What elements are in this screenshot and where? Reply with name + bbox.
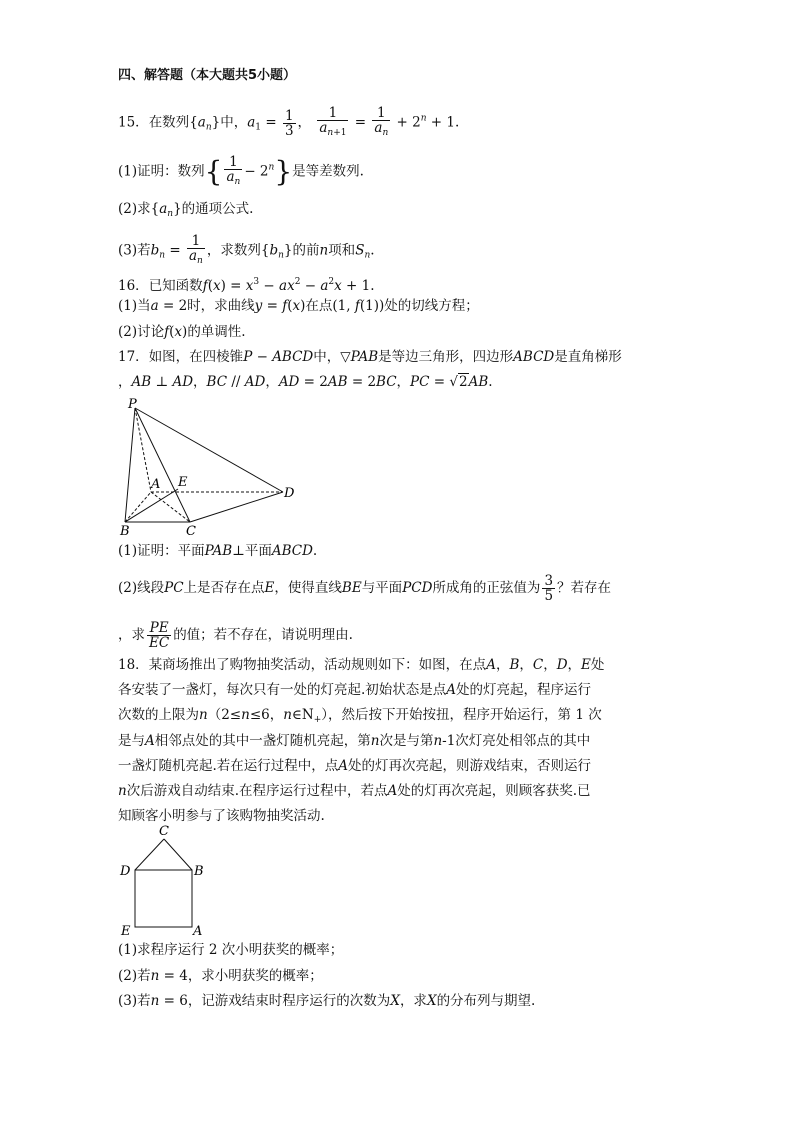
q18-line3-a: 次数的上限为	[118, 707, 199, 723]
q17-p2-h: 的值；若不存在，请说明理由.	[173, 627, 353, 643]
fraction: $\frac{1}{a_n}$	[226, 154, 241, 187]
q18-p2-b: ，求小明获奖的概率；	[187, 968, 323, 984]
q18-line4-c: 次是与第	[379, 733, 434, 749]
q16-p1-a: (1)当	[118, 298, 151, 314]
q16-p2: (2)讨论	[118, 324, 165, 340]
edge-cd	[190, 492, 283, 522]
edge-pc	[135, 408, 190, 522]
q17-p1-end: ⊥平面	[232, 543, 272, 559]
segment-be	[125, 489, 178, 522]
q16-stem: 16．已知函数$f(x) = x^3 - ax^2 - a^2x + 1$.	[118, 277, 375, 294]
label-a: A	[193, 924, 203, 939]
q17-part2-cont	[118, 621, 353, 650]
q18-line4: 是与A相邻点处的其中一盏灯随机亮起，第n次是与第n-1次灯亮处相邻点的其中	[118, 733, 591, 749]
q15-stem-c: ，	[297, 114, 312, 131]
q16-part1: (1)当a = 2时，求曲线y = f(x)在点(1, f(1))处的切线方程；	[118, 298, 479, 314]
section-title: 四、解答题（本大题共5小题）	[118, 68, 297, 83]
q16-part2: (2)讨论f(x)的单调性.	[118, 324, 246, 340]
q15-stem: 15．在数列$\{a_n\}$中，$a_1$ = $\frac{1}{3}$ ， $\frac{1}{a_{n+1}}$ = $\frac{1}{a_n}$ + $2^n + 1$.	[118, 105, 460, 139]
label-b: B	[120, 524, 130, 539]
q18-line3-b: ，然后按下开始按扭，程序开始运行，第 1 次	[328, 707, 602, 723]
q18-line1-b: 处	[590, 657, 605, 673]
edge-ac-hidden	[151, 492, 190, 522]
q18-p3-d: 的分布列与期望.	[436, 993, 536, 1009]
q18-line1-text: 某商场推出了购物抽奖活动，活动规则如下：如图，在点	[148, 657, 487, 673]
label-p: P	[128, 397, 137, 412]
q17-stem-d: 是直角梯形	[554, 349, 622, 365]
label-e: E	[121, 924, 131, 939]
q15-stem-a: 在数列	[148, 114, 190, 131]
q18-number: 18．	[118, 657, 149, 673]
q18-p2-a: (2)若	[118, 968, 151, 984]
q16-p1-c: 在点	[305, 298, 333, 314]
q15-part2: (2)求$\{a_n\}$的通项公式.	[118, 201, 254, 219]
q15-part3: (3)若$b_n$ = $\frac{1}{a_n}$ ，求数列$\{b_n\}$的前n项和$S_n$.	[118, 233, 375, 266]
q17-stem-b: 中，	[313, 349, 341, 365]
q17-p2-e: 所成角的正弦值为	[432, 580, 541, 596]
fraction: $\frac{PE}{EC}$	[149, 620, 170, 651]
q18-line2: 各安装了一盏灯，每次只有一处的灯亮起.初始状态是点A处的灯亮起，程序运行	[118, 682, 592, 698]
label-d: D	[284, 486, 295, 501]
q15-p3-label: (3)若	[118, 242, 151, 259]
q16-number: 16．	[118, 278, 149, 294]
q15-p2: (2)求	[118, 201, 151, 217]
fraction: $\frac{1}{3}$	[284, 107, 294, 139]
q15-p1-label: (1)证明：数列	[118, 163, 205, 180]
q15-number: 15．	[118, 114, 149, 131]
q17-p1: (1)证明：平面	[118, 543, 205, 559]
q17-stem-line1: 17．如图，在四棱锥P − ABCD中，▽PAB是等边三角形，四边形ABCD是直角梯形	[118, 349, 622, 365]
q17-p2-b: 上是否存在点	[183, 580, 265, 596]
q17-part1: (1)证明：平面PAB⊥平面ABCD.	[118, 543, 318, 559]
edge-pb	[125, 408, 135, 522]
square-dbae	[135, 870, 192, 927]
q18-line6: n次后游戏自动结束.在程序运行过程中，若点A处的灯再次亮起，则顾客获奖.已	[118, 783, 591, 799]
q17-p2-c: ，使得直线	[274, 580, 342, 596]
q15-p2-end: 的通项公式.	[181, 201, 254, 217]
q15-part1: (1)证明：数列{ $\frac{1}{a_n}$ − $2^n$}是等差数列.	[118, 154, 364, 188]
label-e: E	[178, 475, 188, 490]
label-a: A	[151, 477, 161, 492]
q18-line5: 一盏灯随机亮起.若在运行过程中，点A处的灯再次亮起，则游戏结束，否则运行	[118, 758, 592, 774]
q18-p3-b: ，记游戏结束时程序运行的次数为	[187, 993, 391, 1009]
q17-part2: (2)线段PC上是否存在点E，使得直线BE与平面PCD所成角的正弦值为 $\frac{3}{5}$ ？若存在	[118, 573, 612, 604]
q17-p2-g: ，求	[118, 627, 145, 643]
q15-p3-end2: 项和	[328, 242, 356, 259]
house-figure	[115, 822, 215, 940]
label-b: B	[194, 864, 204, 879]
label-d: D	[120, 864, 131, 879]
q15-p1-end: 是等差数列.	[292, 163, 364, 180]
q18-line6-b: 处的灯再次亮起，则顾客获奖.已	[397, 783, 591, 799]
q18-p3-a: (3)若	[118, 993, 151, 1009]
q15-stem-b: 中，	[220, 114, 248, 131]
q18-line4-b: 相邻点处的其中一盏灯随机亮起，第	[154, 733, 371, 749]
edge-cb	[164, 839, 192, 870]
q16-p2-end: 的单调性.	[187, 324, 246, 340]
pyramid-figure	[115, 396, 300, 541]
q18-p3-c: ，求	[399, 993, 427, 1009]
fraction: $\frac{1}{a_{n+1}}$	[319, 105, 347, 138]
q17-p2-f: ？若存在	[557, 580, 612, 596]
q15-p3-end: 的前	[292, 242, 320, 259]
fraction: $\frac{1}{a_n}$	[374, 105, 389, 138]
q18-line5-a: 一盏灯随机亮起.若在运行过程中，点	[118, 758, 339, 774]
q17-stem-a: 如图，在四棱锥	[148, 349, 244, 365]
q18-line2-b: 处的灯亮起，程序运行	[456, 682, 592, 698]
q18-part1: (1)求程序运行 2 次小明获奖的概率；	[118, 942, 344, 958]
q18-part2: (2)若n = 4，求小明获奖的概率；	[118, 968, 323, 984]
q18-line2-text: 各安装了一盏灯，每次只有一处的灯亮起.初始状态是点	[118, 682, 447, 698]
fraction: $\frac{1}{a_n}$	[188, 233, 203, 266]
q17-number: 17．	[118, 349, 149, 365]
q18-line3: 次数的上限为n（2≤n≤6，$n\in N_+$），然后按下开始按扭，程序开始运行，第 1 次	[118, 707, 602, 725]
q18-line5-b: 处的灯再次亮起，则游戏结束，否则运行	[348, 758, 592, 774]
q17-p2-a: (2)线段	[118, 580, 165, 596]
q17-p2-d: 与平面	[361, 580, 403, 596]
q17-stem-c: 是等边三角形，四边形	[378, 349, 514, 365]
q18-part3: (3)若n = 6，记游戏结束时程序运行的次数为X，求X的分布列与期望.	[118, 993, 536, 1009]
edge-cd	[135, 839, 164, 870]
q18-line1: 18．某商场推出了购物抽奖活动，活动规则如下：如图，在点A，B，C，D，E处	[118, 657, 605, 673]
q17-stem-line2: ，AB ⊥ AD，BC // AD，AD = 2AB = 2BC，PC = √2AB.	[118, 374, 493, 390]
edge-pa-hidden	[135, 408, 151, 492]
q18-line7: 知顾客小明参与了该购物抽奖活动.	[118, 808, 325, 824]
q18-line4-d: -1次灯亮处相邻点的其中	[442, 733, 591, 749]
label-c: C	[186, 524, 196, 539]
q16-stem-text: 已知函数	[148, 278, 203, 294]
edge-ab-hidden	[125, 492, 151, 522]
q18-line6-a: 次后游戏自动结束.在程序运行过程中，若点	[126, 783, 388, 799]
label-c: C	[159, 824, 169, 839]
q15-p3-mid: ，求数列	[206, 242, 261, 259]
q16-p1-d: 处的切线方程；	[384, 298, 479, 314]
q18-line4-a: 是与	[118, 733, 145, 749]
fraction: $\frac{3}{5}$	[544, 573, 554, 604]
q16-p1-b: 时，求曲线	[187, 298, 255, 314]
q15-p3-end3: .	[370, 242, 375, 259]
